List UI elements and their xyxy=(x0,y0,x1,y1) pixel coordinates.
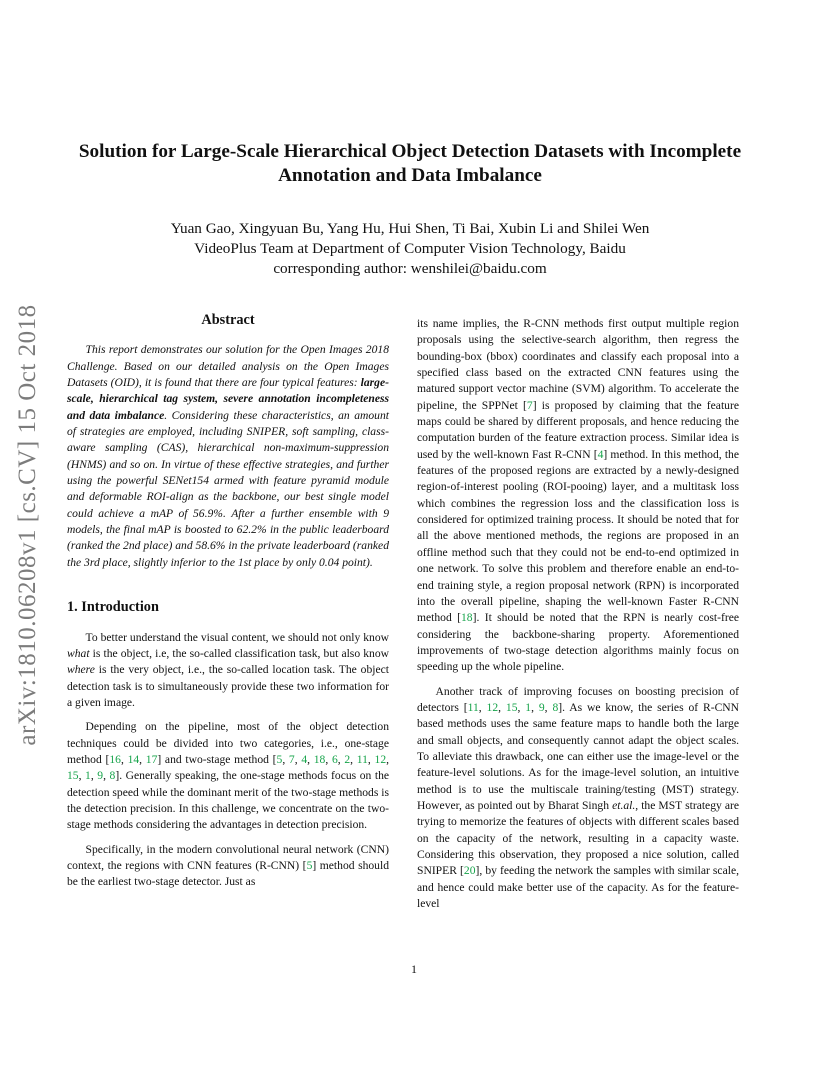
intro-paragraph-2: Depending on the pipeline, most of the object detection techniques could be divided into two categories, i.e., one-stage method [16, 14, 17] and two-stage method [5, 7, 4, 18, 6, 2, 11, 12, 15, 1, 9, 8]. Generally speaking, the one-stage methods focus on the detection speed while the dominant merit of the two-stage methods is the detection precision. In this challenge, we concentrate on the two-stage methods considering the advantages in detection precision. xyxy=(67,720,390,832)
author-affiliation: VideoPlus Team at Department of Computer Vision Technology, Baidu xyxy=(194,240,626,257)
author-block xyxy=(60,219,760,279)
left-column xyxy=(67,312,389,891)
abstract-heading: Abstract xyxy=(201,312,255,328)
introduction-heading: 1. Introduction xyxy=(67,599,159,616)
intro-paragraph-1: To better understand the visual content, we should not only know what is the object, i.e, the so-called classification task, but also know where is the very object, i.e., the so-called location task. The object detection task is to simultaneously provide these two information for a given image. xyxy=(67,630,389,709)
paper-title: Solution for Large-Scale Hierarchical Object Detection Datasets with Incomplete Annotation and Data Imbalance xyxy=(78,141,742,186)
arxiv-identifier xyxy=(8,290,48,760)
arxiv-identifier-text: arXiv:1810.06208v1 [cs.CV] 15 Oct 2018 xyxy=(14,304,41,746)
page-number: 1 xyxy=(411,962,417,976)
right-column xyxy=(417,316,739,912)
author-names: Yuan Gao, Xingyuan Bu, Yang Hu, Hui Shen, Ti Bai, Xubin Li and Shilei Wen xyxy=(170,220,650,237)
abstract-text: This report demonstrates our solution for the Open Images 2018 Challenge. Based on our detailed analysis on the Open Images Datasets (OID), it is found that there are four typical features: large-scale, hierarchical tag system, severe annotation incompleteness and data imbalance. Considering these characteristics, an amount of strategies are employed, including SNIPER, soft sampling, class-aware sampling (CAS), hierarchical non-maximum-suppression (HNMS) and so on. In virtue of these effective strategies, and further using the powerful SENet154 armed with feature pyramid module and deformable ROI-align as the backbone, our best single model could achieve a mAP of 56.9%. After a further ensemble with 9 models, the final mAP is boosted to 62.2% in the public leaderboard (ranked the 2nd place) and 58.6% in the private leaderboard (ranked the 3rd place, slightly inferior to the 1st place by only 0.04 point). xyxy=(67,343,389,569)
right-paragraph-2: Another track of improving focuses on boosting precision of detectors [11, 12, 15, 1, 9, 8]. As we know, the series of R-CNN based methods uses the same feature maps to handle both the large and small objects, and consequently cannot adapt the object scales. To alleviate this drawback, one can either use the image-level or the feature-level solutions. As for the image-level solution, an intuitive method is to use the multiscale training/testing (MST) strategy. However, as pointed out by Bharat Singh et.al., the MST strategy are trying to memorize the features of objects with different scales based on the capacity of the network, resulting in a capacity waste. Considering this observation, they proposed a nice solution, called SNIPER [20], by feeding the network the samples with similar scale, and hence could make better use of the capacity. As for the feature-level xyxy=(417,684,740,911)
intro-paragraph-3: Specifically, in the modern convolutional neural network (CNN) context, the regions with CNN features (R-CNN) [5] method should be the earliest two-stage detector. Just as xyxy=(67,842,390,889)
author-contact: corresponding author: wenshilei@baidu.com xyxy=(273,260,547,277)
right-paragraph-1: its name implies, the R-CNN methods first output multiple region proposals using the selective-search algorithm, then regress the bounding-box (bbox) coordinates and classify each proposal into a specified class based on the extracted CNN features using the matured support vector machine (SVM) algorithm. To accelerate the pipeline, the SPPNet [7] is proposed by claiming that the feature maps could be shared by different proposals, and hence reducing the computation burden of the feature extraction process. Similar idea is used by the well-known Fast R-CNN [4] method. In this method, the features of the proposed regions are extracted by a newly-designed region-of-interest pooling (ROI-pooing) layer, and a multitask loss which combines the regression loss and the classification loss is considered for optimized training process. It should be noted that for all the above mentioned methods, the regions are proposed in an offline method such that they could not be end-to-end optimized in one network. To solve this problem and therefore enable an end-to-end training style, a region proposal network (RPN) is incorporated into the overall pipeline, shaping the well-known Faster R-CNN method [18]. It should be noted that the RPN is nearly cost-free considering the backbone-sharing property. Aforementioned improvements of two-stage detection algorithms mainly focus on speeding up the whole pipeline. xyxy=(417,317,739,674)
